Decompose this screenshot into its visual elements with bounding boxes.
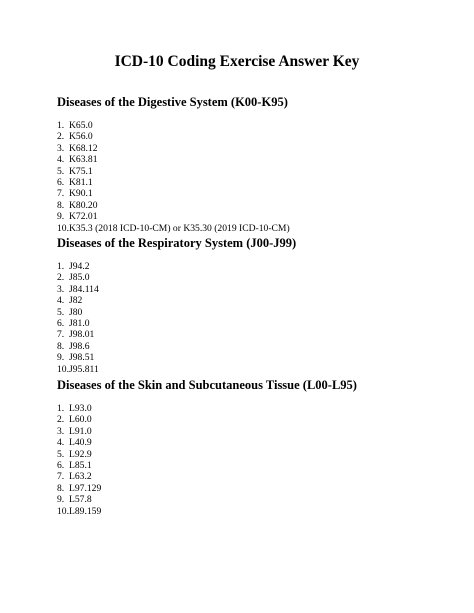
icd-code: J95.811: [69, 363, 99, 375]
icd-code: L89.159: [69, 505, 102, 517]
section-digestive-system: [57, 95, 457, 234]
item-number: 6.: [57, 459, 65, 471]
icd-code: J85.0: [69, 272, 90, 284]
item-number: 10.: [57, 505, 69, 517]
item-number: 9.: [57, 494, 65, 506]
icd-code: J98.6: [69, 340, 90, 352]
item-number: 1.: [57, 403, 65, 414]
item-number: 5.: [57, 306, 65, 318]
answer-item: [57, 211, 457, 222]
answer-item: [57, 341, 457, 352]
answer-item: [57, 223, 457, 234]
answer-item: [57, 414, 457, 425]
answer-item: [57, 364, 457, 375]
answer-item: [57, 120, 457, 131]
item-number: 6.: [57, 176, 65, 188]
section-heading: Diseases of the Respiratory System (J00-J99): [57, 236, 297, 250]
item-number: 4.: [57, 154, 65, 166]
icd-code: L40.9: [69, 437, 92, 449]
item-number: 4.: [57, 437, 65, 449]
icd-code: K63.81: [69, 154, 98, 166]
answer-item: [57, 166, 457, 177]
answer-item: [57, 272, 457, 283]
answer-item: [57, 200, 457, 211]
icd-code: K80.20: [69, 199, 98, 211]
answer-item: [57, 131, 457, 142]
icd-code: L63.2: [69, 471, 92, 483]
answer-item: [57, 483, 457, 494]
item-number: 8.: [57, 199, 65, 211]
icd-code: K81.1: [69, 176, 93, 188]
answer-item: [57, 506, 457, 517]
answer-list: [57, 403, 457, 517]
answer-item: [57, 437, 457, 448]
icd-code: J98.01: [69, 329, 95, 341]
item-number: 1.: [57, 261, 65, 272]
answer-item: [57, 403, 457, 414]
item-number: 2.: [57, 272, 65, 284]
answer-list: [57, 120, 457, 234]
item-number: 5.: [57, 448, 65, 460]
answer-item: [57, 471, 457, 482]
icd-code: L60.0: [69, 414, 92, 426]
icd-code: L91.0: [69, 425, 92, 437]
icd-code: L97.129: [69, 482, 102, 494]
item-number: 2.: [57, 414, 65, 426]
section-heading: Diseases of the Digestive System (K00-K95): [57, 95, 288, 109]
item-number: 7.: [57, 471, 65, 483]
answer-item: [57, 426, 457, 437]
item-number: 8.: [57, 340, 65, 352]
item-number: 9.: [57, 352, 65, 364]
icd-code: L85.1: [69, 459, 92, 471]
icd-code: J98.51: [69, 352, 95, 364]
icd-code: K68.12: [69, 142, 98, 154]
icd-code: K56.0: [69, 131, 93, 143]
answer-item: [57, 188, 457, 199]
answer-item: [57, 449, 457, 460]
item-number: 7.: [57, 329, 65, 341]
document-title: ICD-10 Coding Exercise Answer Key: [114, 53, 360, 70]
answer-item: [57, 318, 457, 329]
icd-code: J82: [69, 295, 83, 307]
icd-code: K35.3 (2018 ICD-10-CM) or K35.30 (2019 ICD-10-CM): [69, 222, 290, 234]
answer-item: [57, 460, 457, 471]
answer-item: [57, 284, 457, 295]
section-heading: Diseases of the Skin and Subcutaneous Tissue (L00-L95): [57, 378, 357, 392]
item-number: 3.: [57, 425, 65, 437]
answer-item: [57, 143, 457, 154]
icd-code: K75.1: [69, 165, 93, 177]
item-number: 1.: [57, 120, 65, 131]
icd-code: J84.114: [69, 283, 99, 295]
answer-item: [57, 154, 457, 165]
section-skin-subcutaneous-tissue: [57, 378, 457, 517]
icd-code: L93.0: [69, 403, 92, 414]
answer-list: [57, 261, 457, 375]
icd-code: L92.9: [69, 448, 92, 460]
item-number: 3.: [57, 283, 65, 295]
answer-item: [57, 295, 457, 306]
icd-code: K72.01: [69, 211, 98, 223]
answer-item: [57, 494, 457, 505]
item-number: 6.: [57, 317, 65, 329]
item-number: 10.: [57, 363, 69, 375]
icd-code: K90.1: [69, 188, 93, 200]
item-number: 8.: [57, 482, 65, 494]
icd-code: L57.8: [69, 494, 92, 506]
item-number: 5.: [57, 165, 65, 177]
answer-item: [57, 352, 457, 363]
item-number: 10.: [57, 222, 69, 234]
item-number: 2.: [57, 131, 65, 143]
icd-code: K65.0: [69, 120, 93, 131]
answer-item: [57, 329, 457, 340]
icd-code: J81.0: [69, 317, 90, 329]
answer-item: [57, 261, 457, 272]
item-number: 7.: [57, 188, 65, 200]
item-number: 4.: [57, 295, 65, 307]
icd-code: J80: [69, 306, 83, 318]
item-number: 3.: [57, 142, 65, 154]
item-number: 9.: [57, 211, 65, 223]
answer-item: [57, 307, 457, 318]
answer-item: [57, 177, 457, 188]
section-respiratory-system: [57, 236, 457, 375]
icd-code: J94.2: [69, 261, 90, 272]
